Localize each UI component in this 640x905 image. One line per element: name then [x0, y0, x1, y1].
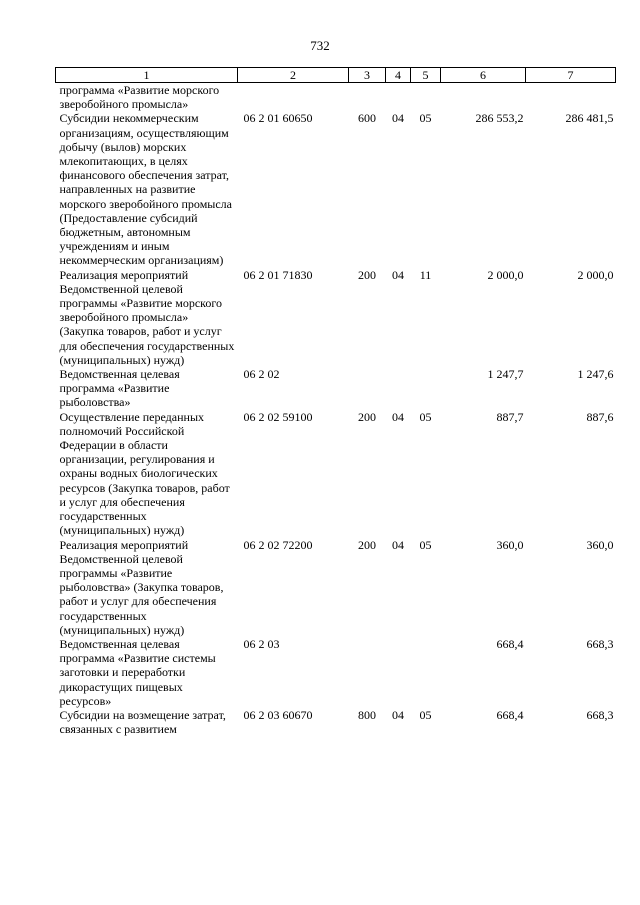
page-number: 732 — [310, 38, 330, 53]
col-header-6: 6 — [441, 68, 526, 83]
row-c5 — [411, 637, 441, 708]
table-row — [56, 111, 616, 267]
budget-table — [55, 67, 616, 736]
row-code — [238, 83, 349, 112]
table-row — [56, 637, 616, 708]
table-row — [56, 268, 616, 367]
row-value-6: 286 553,2 — [475, 111, 524, 126]
row-c5: 05 — [419, 111, 432, 126]
table-row — [56, 83, 616, 112]
row-code: 06 2 03 60670 — [243, 707, 313, 722]
row-c5: 05 — [419, 707, 432, 722]
table-row — [56, 410, 616, 538]
row-c4 — [386, 637, 411, 708]
row-c4: 04 — [392, 111, 404, 126]
row-c4: 04 — [392, 707, 404, 722]
row-value-7: 887,6 — [586, 409, 614, 424]
row-value-6: 887,7 — [496, 409, 524, 424]
row-c3 — [349, 83, 386, 112]
row-c3: 800 — [358, 707, 376, 722]
row-c3: 200 — [358, 267, 376, 282]
row-c3 — [349, 637, 386, 708]
row-value-7: 286 481,5 — [565, 111, 614, 126]
row-value-6 — [441, 83, 526, 112]
row-c4: 04 — [392, 409, 404, 424]
row-name: Субсидии на возмещение затрат, связанных с развитием — [59, 707, 226, 737]
col-header-5: 5 — [411, 68, 441, 83]
row-c3: 200 — [358, 537, 376, 552]
table-row — [56, 538, 616, 637]
row-code: 06 2 02 59100 — [243, 409, 313, 424]
row-code: 06 2 01 60650 — [243, 111, 313, 126]
col-header-7: 7 — [526, 68, 616, 83]
row-code: 06 2 03 — [243, 636, 280, 651]
row-c5: 05 — [419, 537, 432, 552]
row-name: Реализация мероприятий Ведомственной целевой программы «Развитие рыболовства» (Закупка товаров, работ и услуг для обеспечения государственных (муниципальных) нужд) — [59, 537, 224, 637]
row-value-7: 360,0 — [586, 537, 614, 552]
row-c4 — [386, 367, 411, 410]
row-c3: 600 — [358, 111, 376, 126]
row-c4: 04 — [392, 537, 404, 552]
table-row — [56, 708, 616, 736]
row-c4: 04 — [392, 267, 404, 282]
row-c5 — [411, 367, 441, 410]
row-name: Осуществление переданных полномочий Российской Федерации в области организации, регулирования и охраны водных биологических ресурсов (Закупка товаров, работ и услуг для обеспечения государственных (муниципальных) нужд) — [59, 409, 230, 538]
row-name: Субсидии некоммерческим организациям, осуществляющим добычу (вылов) морских млекопитающих, в целях финансового обеспечения затрат, направленных на развитие морского зверобойного промысла (Предоставление субсидий бюджетным, автономным учреждениям и иным некоммерческим организациям) — [59, 111, 232, 268]
row-code: 06 2 02 — [243, 367, 280, 382]
row-c3 — [349, 367, 386, 410]
col-header-4: 4 — [386, 68, 411, 83]
row-value-7: 668,3 — [586, 636, 614, 651]
row-name: Ведомственная целевая программа «Развитие системы заготовки и переработки дикорастущих пищевых ресурсов» — [59, 636, 216, 708]
table-row — [56, 367, 616, 410]
row-name: Реализация мероприятий Ведомственной целевой программы «Развитие морского зверобойного промысла» (Закупка товаров, работ и услуг для обеспечения государственных (муниципальных) нужд) — [59, 267, 235, 367]
row-value-6: 2 000,0 — [487, 267, 524, 282]
row-value-7: 2 000,0 — [577, 267, 614, 282]
row-value-7: 1 247,6 — [577, 367, 614, 382]
row-c3: 200 — [358, 409, 376, 424]
row-c5 — [411, 83, 441, 112]
col-header-1: 1 — [56, 68, 238, 83]
row-c5: 05 — [419, 409, 432, 424]
row-c5: 11 — [419, 267, 432, 282]
row-value-6: 668,4 — [496, 707, 524, 722]
row-name: программа «Развитие морского зверобойного промысла» — [59, 83, 220, 112]
row-value-6: 360,0 — [496, 537, 524, 552]
header-row — [56, 68, 616, 83]
row-name: Ведомственная целевая программа «Развитие рыболовства» — [59, 367, 180, 410]
row-code: 06 2 01 71830 — [243, 267, 313, 282]
col-header-2: 2 — [238, 68, 349, 83]
row-value-7 — [526, 83, 616, 112]
col-header-3: 3 — [349, 68, 386, 83]
row-value-6: 1 247,7 — [487, 367, 524, 382]
row-code: 06 2 02 72200 — [243, 537, 313, 552]
row-c4 — [386, 83, 411, 112]
row-value-7: 668,3 — [586, 707, 614, 722]
row-value-6: 668,4 — [496, 636, 524, 651]
